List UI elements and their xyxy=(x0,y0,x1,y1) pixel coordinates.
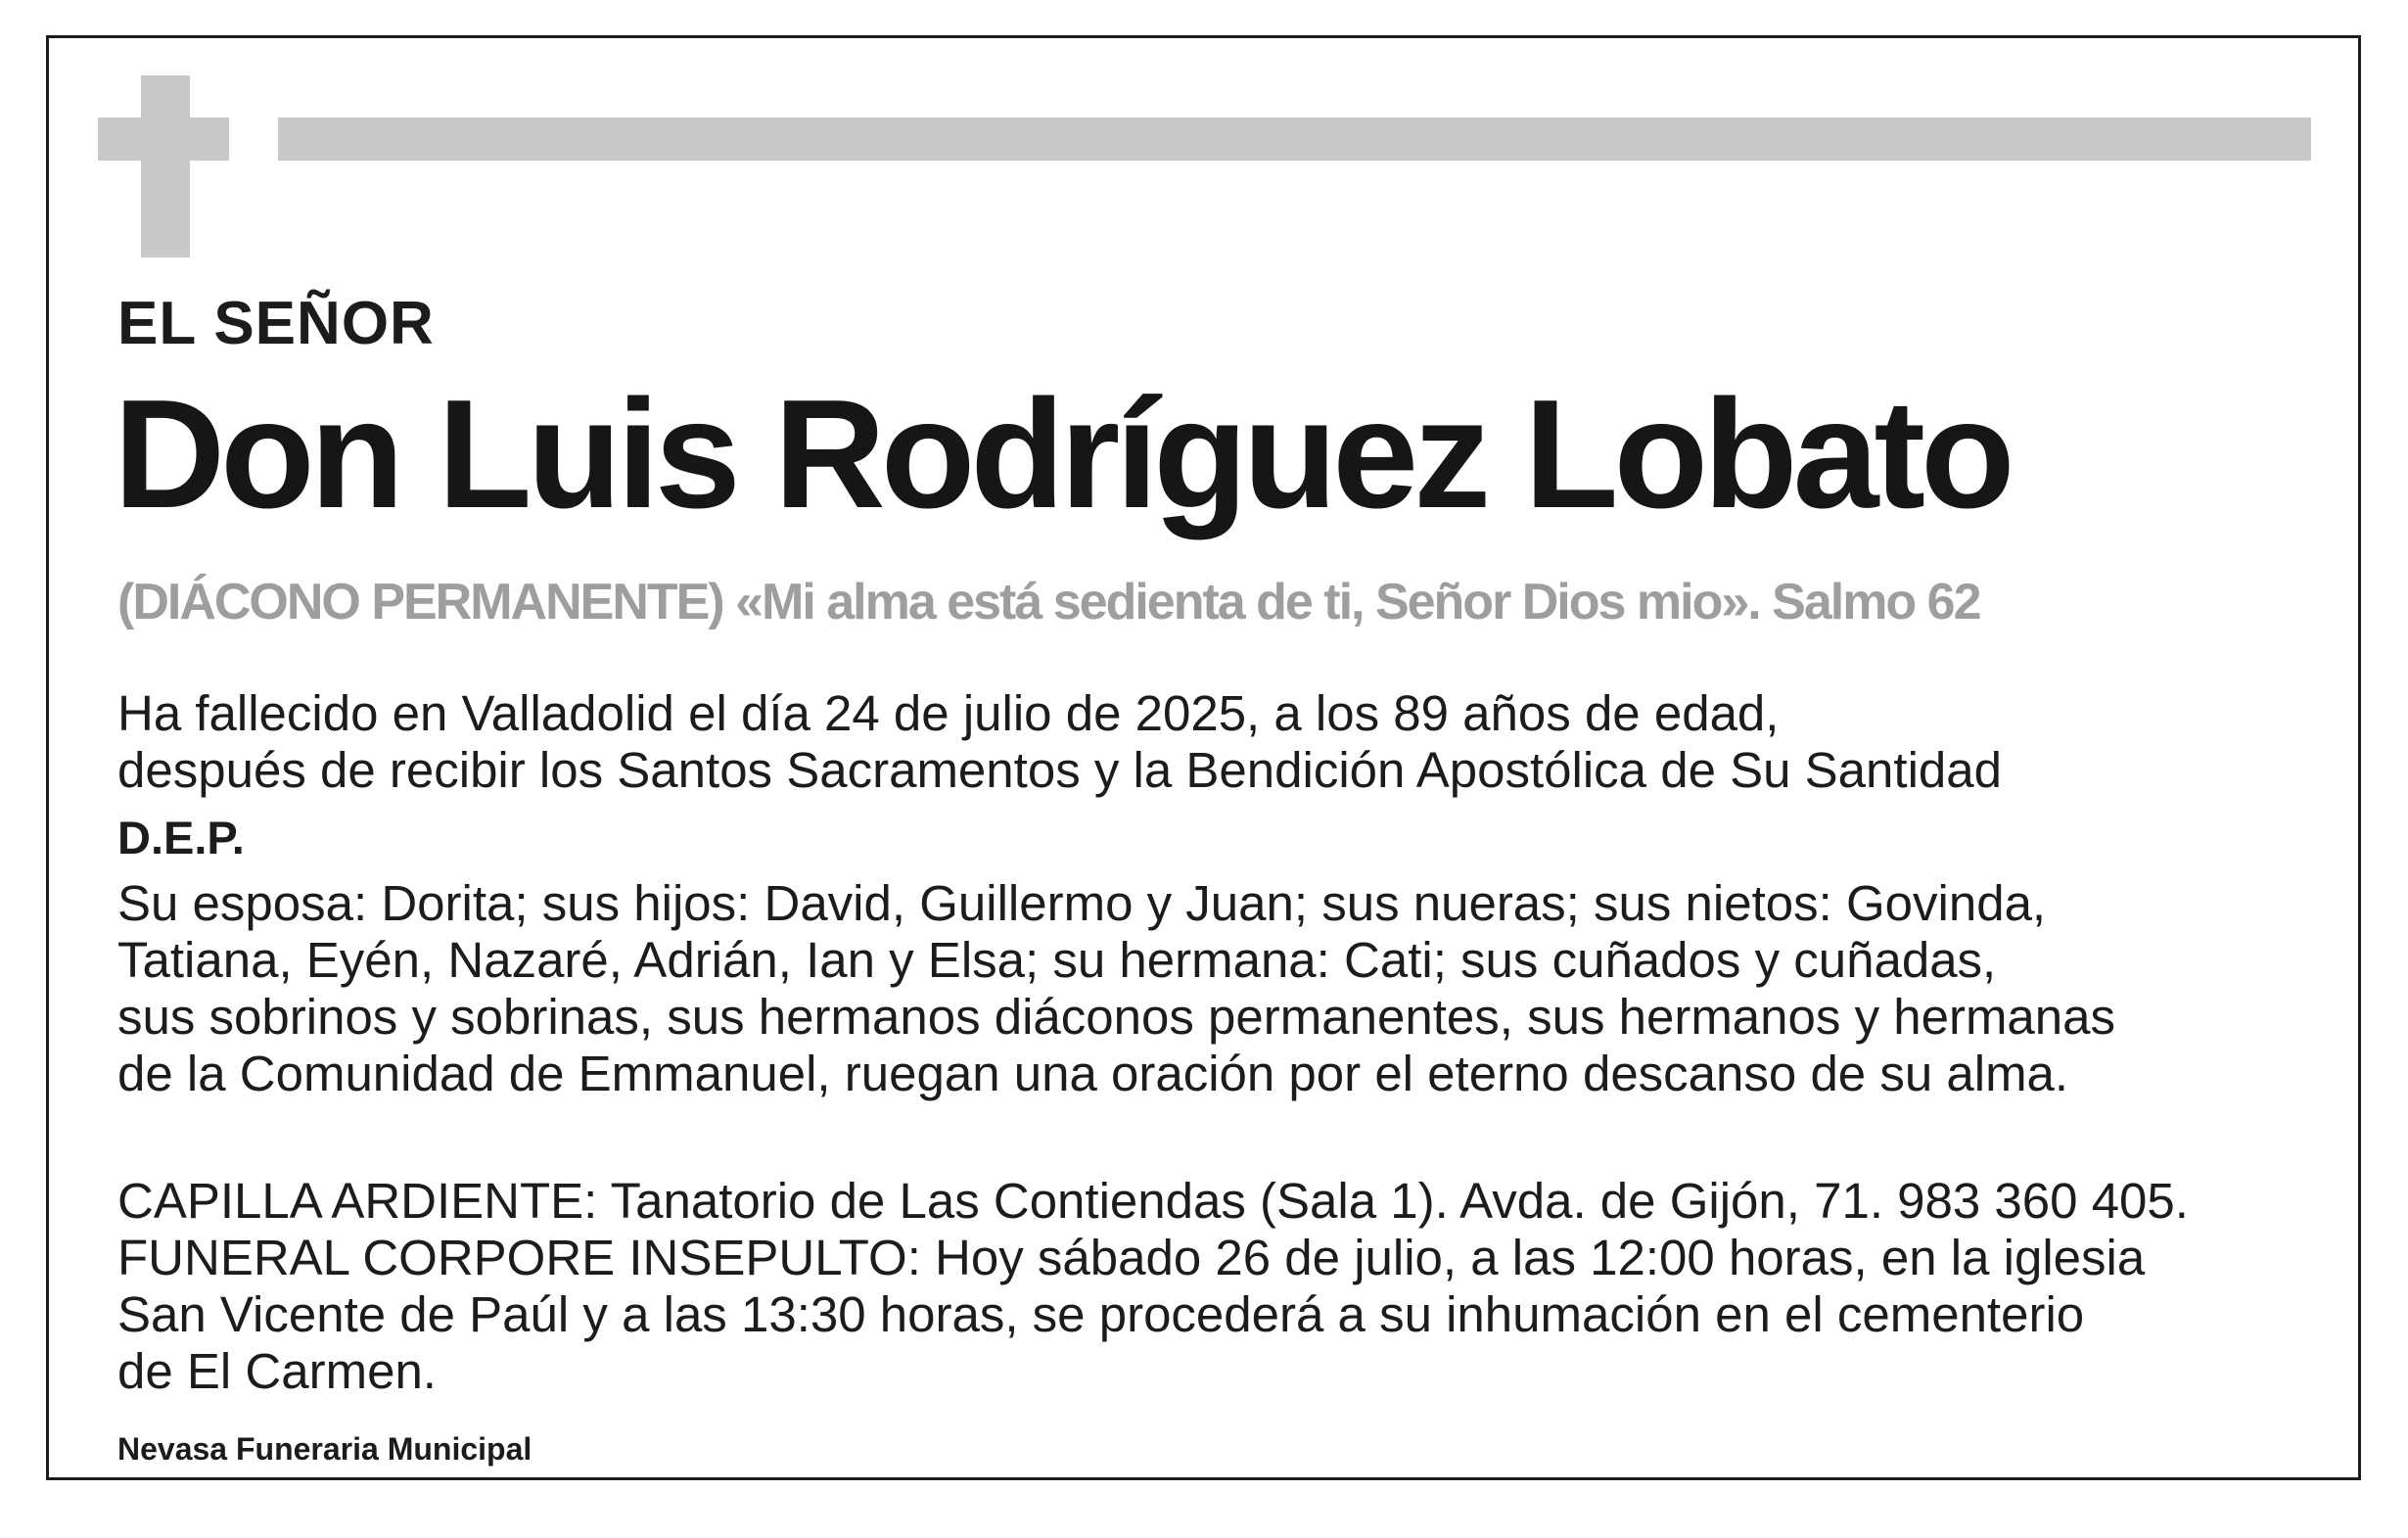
announcement-paragraph xyxy=(117,685,2002,799)
dep-label: D.E.P. xyxy=(117,812,245,863)
header-bar xyxy=(278,117,2311,161)
announcement-line: después de recibir los Santos Sacramentos y la Bendición Apostólica de Su Santidad xyxy=(117,742,2003,798)
service-line: CAPILLA ARDIENTE: Tanatorio de Las Contiendas (Sala 1). Avda. de Gijón, 71. 983 360 405. xyxy=(117,1173,2189,1229)
service-line: FUNERAL CORPORE INSEPULTO: Hoy sábado 26 de julio, a las 12:00 horas, en la iglesia xyxy=(117,1230,2146,1285)
family-paragraph xyxy=(117,875,2115,1102)
family-line: Tatiana, Eyén, Nazaré, Adrián, Ian y Elsa; su hermana: Cati; sus cuñados y cuñadas, xyxy=(117,932,1997,988)
service-paragraph xyxy=(117,1173,2189,1400)
family-line: de la Comunidad de Emmanuel, ruegan una oración por el eterno descanso de su alma. xyxy=(117,1046,2069,1101)
family-line: Su esposa: Dorita; sus hijos: David, Guillermo y Juan; sus nueras; sus nietos: Govinda, xyxy=(117,875,2047,931)
honorific: EL SEÑOR xyxy=(117,290,435,357)
cross-icon xyxy=(141,75,190,257)
cross-icon-arm xyxy=(98,117,229,161)
announcement-line: Ha fallecido en Valladolid el día 24 de julio de 2025, a los 89 años de edad, xyxy=(117,685,1780,741)
service-line: de El Carmen. xyxy=(117,1343,437,1399)
family-line: sus sobrinos y sobrinas, sus hermanos diáconos permanentes, sus hermanos y hermanas xyxy=(117,989,2116,1045)
subtitle: (DIÁCONO PERMANENTE) «Mi alma está sedienta de ti, Señor Dios mio». Salmo 62 xyxy=(117,574,1980,630)
funeral-home: Nevasa Funeraria Municipal xyxy=(117,1431,533,1467)
service-line: San Vicente de Paúl y a las 13:30 horas, se procederá a su inhumación en el cementerio xyxy=(117,1286,2085,1342)
deceased-name: Don Luis Rodríguez Lobato xyxy=(114,368,2011,540)
